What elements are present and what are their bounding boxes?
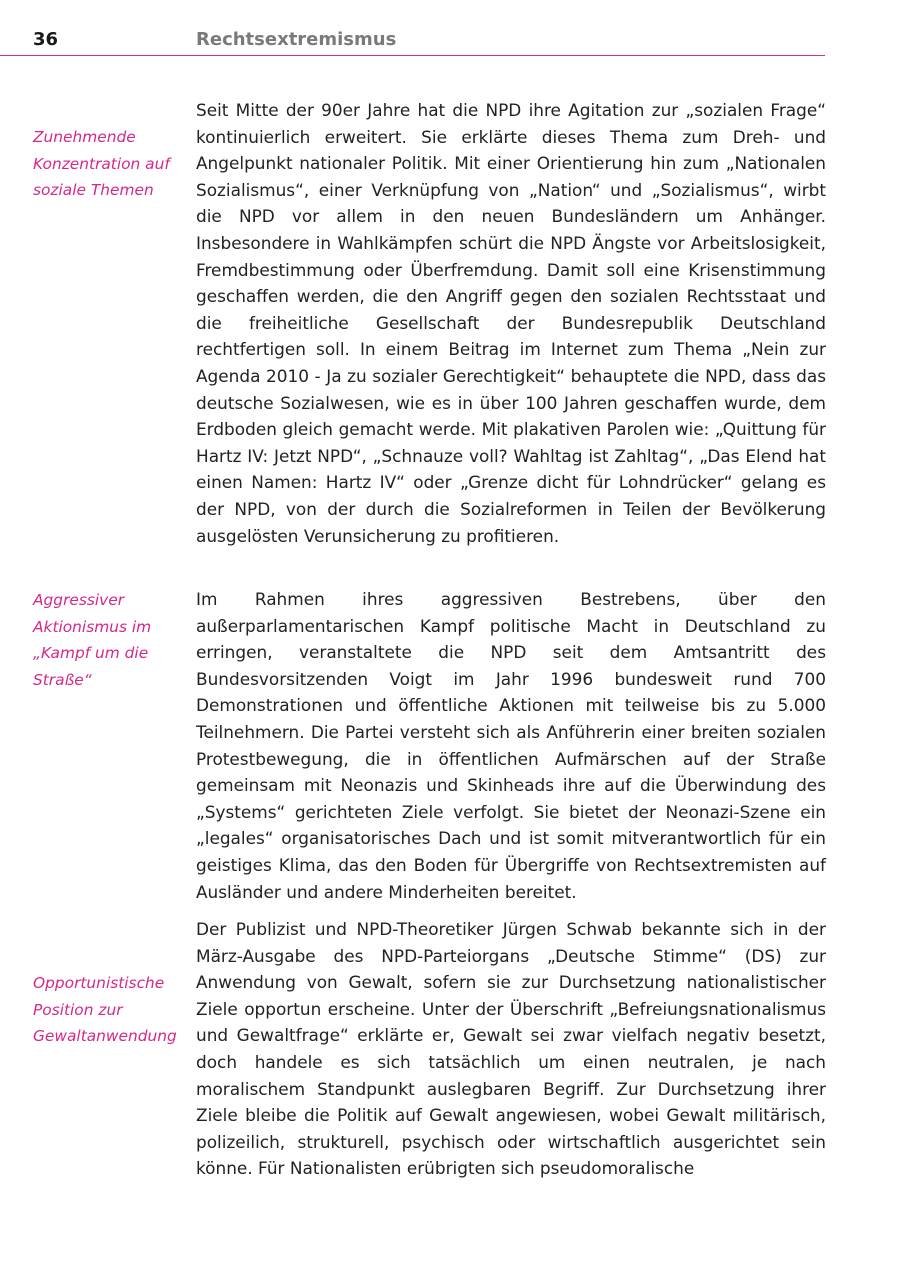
margin-note-social-topics: Zunehmende Konzentration auf soziale Themen <box>33 128 170 200</box>
margin-note-street-activism: Aggressiver Aktionismus im „Kampf um die Straße“ <box>33 591 152 689</box>
paragraph-social-question: Seit Mitte der 90er Jahre hat die NPD ihre Agitation zur „sozialen Frage“ kontinuierlich erweitert. Sie erklärte dieses Thema zum Dreh- und Angelpunkt nationaler Politik. Mit einer Orientierung hin zum „Nationalen Sozialismus“, einer Verknüpfung von „Nation“ und „Sozialismus“, wirbt die NPD vor allem in den neuen Bundesländern um Anhänger. Insbesondere in Wahlkämpfen schürt die NPD Ängste vor Arbeitslosigkeit, Fremdbestimmung oder Überfremdung. Damit soll eine Krisenstimmung geschaffen werden, die den Angriff gegen den sozialen Rechtsstaat und die freiheitliche Gesellschaft der Bundesrepublik Deutschland rechtfertigen soll. In einem Beitrag im Internet zum Thema „Nein zur Agenda 2010 - Ja zu sozialer Gerechtigkeit“ behauptete die NPD, dass das deutsche Sozialwesen, wie es in über 100 Jahren geschaffen wurde, dem Erdboden gleich gemacht werde. Mit plakativen Parolen wie: „Quittung für Hartz IV: Jetzt NPD“, „Schnauze voll? Wahltag ist Zahltag“, „Das Elend hat einen Namen: Hartz IV“ oder „Grenze dicht für Lohndrücker“ gelang es der NPD, von der durch die Sozialreformen in Teilen der Bevölkerung ausgelösten Verunsicherung zu profitieren. <box>196 100 826 546</box>
paragraph-violence: Der Publizist und NPD-Theoretiker Jürgen Schwab bekannte sich in der März-Ausgabe des NPD-Parteiorgans „Deutsche Stimme“ (DS) zur Anwendung von Gewalt, sofern sie zur Durchsetzung nationalistischer Ziele opportun erscheine. Unter der Überschrift „Befreiungsnationalismus und Gewaltfrage“ erklärte er, Gewalt sei zwar vielfach negativ besetzt, doch handele es sich tatsächlich um einen neutralen, je nach moralischem Standpunkt auslegbaren Begriff. Zur Durchsetzung ihrer Ziele bleibe die Politik auf Gewalt angewiesen, wobei Gewalt militärisch, polizeilich, strukturell, psychisch oder wirtschaftlich ausgerichtet sein könne. Für Nationalisten erübrigten sich pseudomoralische <box>196 919 826 1179</box>
paragraph-street-activism: Im Rahmen ihres aggressiven Bestrebens, über den außerparlamentarischen Kampf politische Macht in Deutschland zu erringen, veranstaltete die NPD seit dem Amtsantritt des Bundesvorsitzenden Voigt im Jahr 1996 bundesweit rund 700 Demonstrationen und öffentliche Aktionen mit teilweise bis zu 5.000 Teilnehmern. Die Partei versteht sich als Anführerin einer breiten sozialen Protestbewegung, die in öffentlichen Aufmärschen auf der Straße gemeinsam mit Neonazis und Skinheads ihre auf die Überwindung des „Systems“ gerichteten Ziele verfolgt. Sie bietet der Neonazi-Szene ein „legales“ organisatorisches Dach und ist somit mitverantwortlich für ein geistiges Klima, das den Boden für Übergriffe von Rechtsextremisten auf Ausländer und andere Minderheiten bereitet. <box>196 589 826 902</box>
running-title: Rechtsextremismus <box>196 29 397 50</box>
page-header <box>0 0 900 60</box>
page-number: 36 <box>33 29 59 50</box>
margin-note-violence-position: Opportunistische Position zur Gewaltanwendung <box>33 974 177 1046</box>
header-rule <box>0 55 825 56</box>
